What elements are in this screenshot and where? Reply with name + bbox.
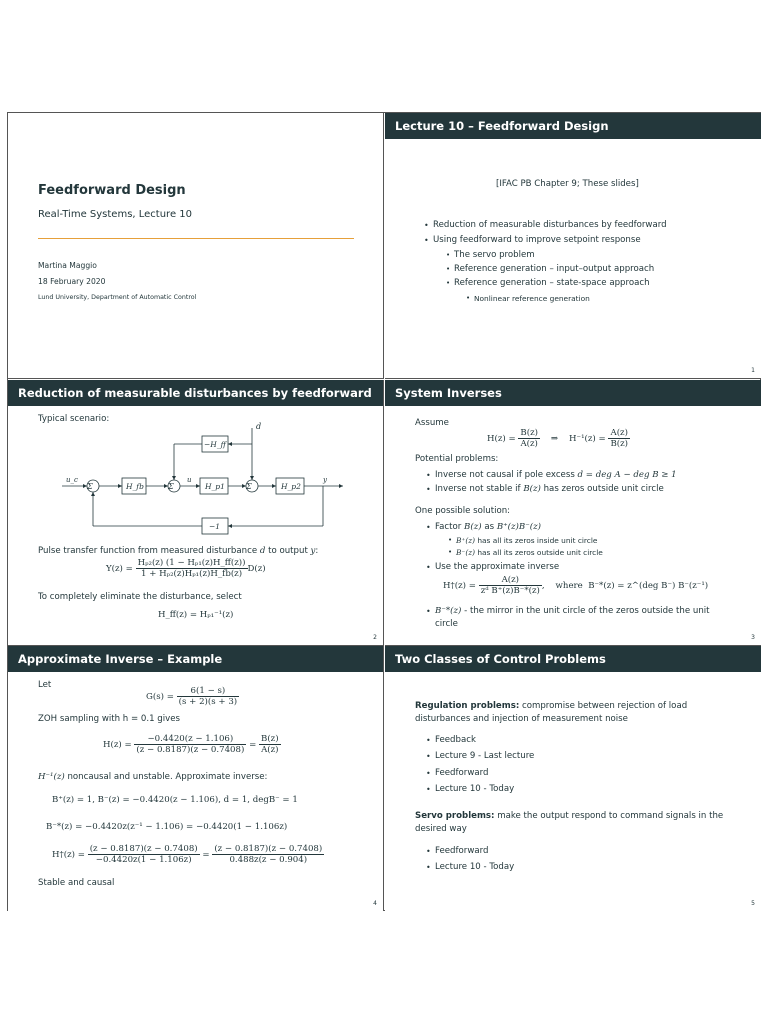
- handout-grid: [7, 112, 761, 911]
- solution-item: • B⁻*(z) - the mirror in the unit circle of the zeros outside the unit: [435, 606, 710, 617]
- slide-header: Reduction of measurable disturbances by feedforward: [8, 380, 383, 406]
- outline-subitem: • Reference generation – state-space approach: [454, 278, 650, 289]
- block-hfb: H_fb: [126, 482, 144, 491]
- block-hp2: H_p2: [281, 482, 301, 491]
- slide-header: Two Classes of Control Problems: [385, 646, 761, 672]
- noncausal-text: H⁻¹(z) noncausal and unstable. Approximate inverse:: [38, 772, 268, 782]
- regulation-item: • Feedback: [435, 735, 476, 746]
- equation-hz: H(z) = $\frac{-0.4420(z - 1.106)}{(z - 0.8187)(z - 0.7408)}$ = $\frac{B(z)}{A(z)}$: [103, 734, 279, 755]
- regulation-text: Regulation problems: compromise between rejection of load: [415, 701, 688, 711]
- servo-text: Servo problems: make the output respond to command signals in the: [415, 811, 724, 821]
- slide-disturbance: [8, 380, 384, 646]
- presentation-title: Feedforward Design: [38, 183, 186, 198]
- solution-item-continued: circle: [435, 619, 458, 629]
- slide-header: Lecture 10 – Feedforward Design: [385, 113, 761, 139]
- equation-gs: G(s) = $\frac{6(1 - s)}{(s + 2)(s + 3)}$: [146, 686, 238, 707]
- author: Martina Maggio: [38, 261, 97, 270]
- let-label: Let: [38, 680, 52, 690]
- page-number: 3: [751, 634, 755, 641]
- servo-text-continued: desired way: [415, 824, 467, 834]
- page-number: 2: [373, 634, 377, 641]
- regulation-item: • Lecture 9 - Last lecture: [435, 751, 534, 762]
- sum-symbol: Σ: [168, 482, 174, 491]
- assume-label: Assume: [415, 418, 449, 428]
- slide-control-problems: [385, 646, 761, 911]
- regulation-item: • Feedforward: [435, 768, 488, 779]
- slide-title: [8, 113, 384, 379]
- slide-header: Approximate Inverse – Example: [8, 646, 383, 672]
- presentation-subtitle: Real-Time Systems, Lecture 10: [38, 209, 193, 220]
- scenario-label: Typical scenario:: [38, 414, 110, 424]
- slide-header: System Inverses: [385, 380, 761, 406]
- equation-hff: H_ff(z) = Hₚ₁⁻¹(z): [158, 610, 234, 620]
- stable-text: Stable and causal: [38, 878, 115, 888]
- outline-subsubitem: • Nonlinear reference generation: [474, 293, 590, 304]
- reference: [IFAC PB Chapter 9; These slides]: [496, 179, 639, 189]
- sum-symbol: Σ: [87, 482, 93, 491]
- problem-item: • Inverse not stable if B(z) has zeros outside unit circle: [435, 484, 664, 495]
- label-d: d: [256, 422, 262, 431]
- equation-pulse-transfer: Y(z) = $\frac{\text{Hₚ₂(z) (1 − Hₚ₁(z)H\_ff(z))}}{\text{1 + Hₚ₂(z)Hₚ₁(z)H\_fb(z)}}$ D(z): [106, 558, 266, 579]
- page-number: 1: [751, 367, 755, 374]
- solution-item: • Factor B(z) as B⁺(z)B⁻(z): [435, 522, 541, 533]
- label-y: y: [323, 476, 327, 484]
- block-diagram: [58, 420, 348, 540]
- equation-approx-inverse: H†(z) = $\frac{A(z)}{\text{zᵈ B⁺(z)B⁻*(z)}}$ , where B⁻*(z) = z^(deg B⁻) B⁻(z⁻¹): [443, 575, 709, 596]
- institute: Lund University, Department of Automatic Control: [38, 294, 197, 301]
- equation-mirror: B⁻*(z) = −0.4420z(z⁻¹ − 1.106) = −0.4420(1 − 1.106z): [46, 822, 288, 832]
- equation-inverse: H(z) = $\frac{B(z)}{A(z)}$ ⇒ H⁻¹(z) = $\frac{A(z)}{B(z)}$: [487, 428, 628, 449]
- equation-approx-result: H†(z) = $\frac{(z - 0.8187)(z - 0.7408)}{-0.4420z(1 - 1.106z)}$ = $\frac{(z - 0.8187)(z - 0.7408)}{0.488z(z - 0.904)}$: [52, 844, 323, 865]
- sum-symbol: Σ: [246, 482, 252, 491]
- outline-item: • Using feedforward to improve setpoint response: [433, 235, 641, 246]
- outline-subitem: • Reference generation – input–output approach: [454, 264, 654, 275]
- regulation-item: • Lecture 10 - Today: [435, 784, 514, 795]
- label-u: u: [187, 476, 192, 484]
- servo-item: • Lecture 10 - Today: [435, 862, 514, 873]
- solution-label: One possible solution:: [415, 506, 511, 516]
- solution-item: • Use the approximate inverse: [435, 562, 559, 573]
- servo-item: • Feedforward: [435, 846, 488, 857]
- block-hp1: H_p1: [205, 482, 225, 491]
- date: 18 February 2020: [38, 277, 106, 286]
- outline-subitem: • The servo problem: [454, 250, 535, 261]
- eliminate-text: To completely eliminate the disturbance, select: [38, 592, 242, 602]
- outline-item: • Reduction of measurable disturbances by feedforward: [433, 220, 667, 231]
- block-gain: −1: [209, 522, 221, 531]
- slide-system-inverses: [385, 380, 761, 646]
- block-hff: −H_ff: [204, 440, 226, 449]
- zoh-text: ZOH sampling with h = 0.1 gives: [38, 714, 180, 724]
- label-uc: u_c: [66, 476, 78, 484]
- problem-item: • Inverse not causal if pole excess d = deg A − deg B ≥ 1: [435, 470, 677, 481]
- page-number: 5: [751, 900, 755, 907]
- problems-label: Potential problems:: [415, 454, 499, 464]
- equation-factors: B⁺(z) = 1, B⁻(z) = −0.4420(z − 1.106), d = 1, degB⁻ = 1: [52, 795, 298, 805]
- slide-outline: [385, 113, 761, 379]
- slide-example: [8, 646, 384, 911]
- solution-subitem: • B⁻(z) has all its zeros outside unit circle: [456, 547, 603, 558]
- page-number: 4: [373, 900, 377, 907]
- title-divider: [38, 238, 354, 239]
- regulation-text-continued: disturbances and injection of measurement noise: [415, 714, 628, 724]
- pulse-transfer-text: Pulse transfer function from measured disturbance d to output y:: [38, 546, 319, 556]
- solution-subitem: • B⁺(z) has all its zeros inside unit circle: [456, 535, 597, 546]
